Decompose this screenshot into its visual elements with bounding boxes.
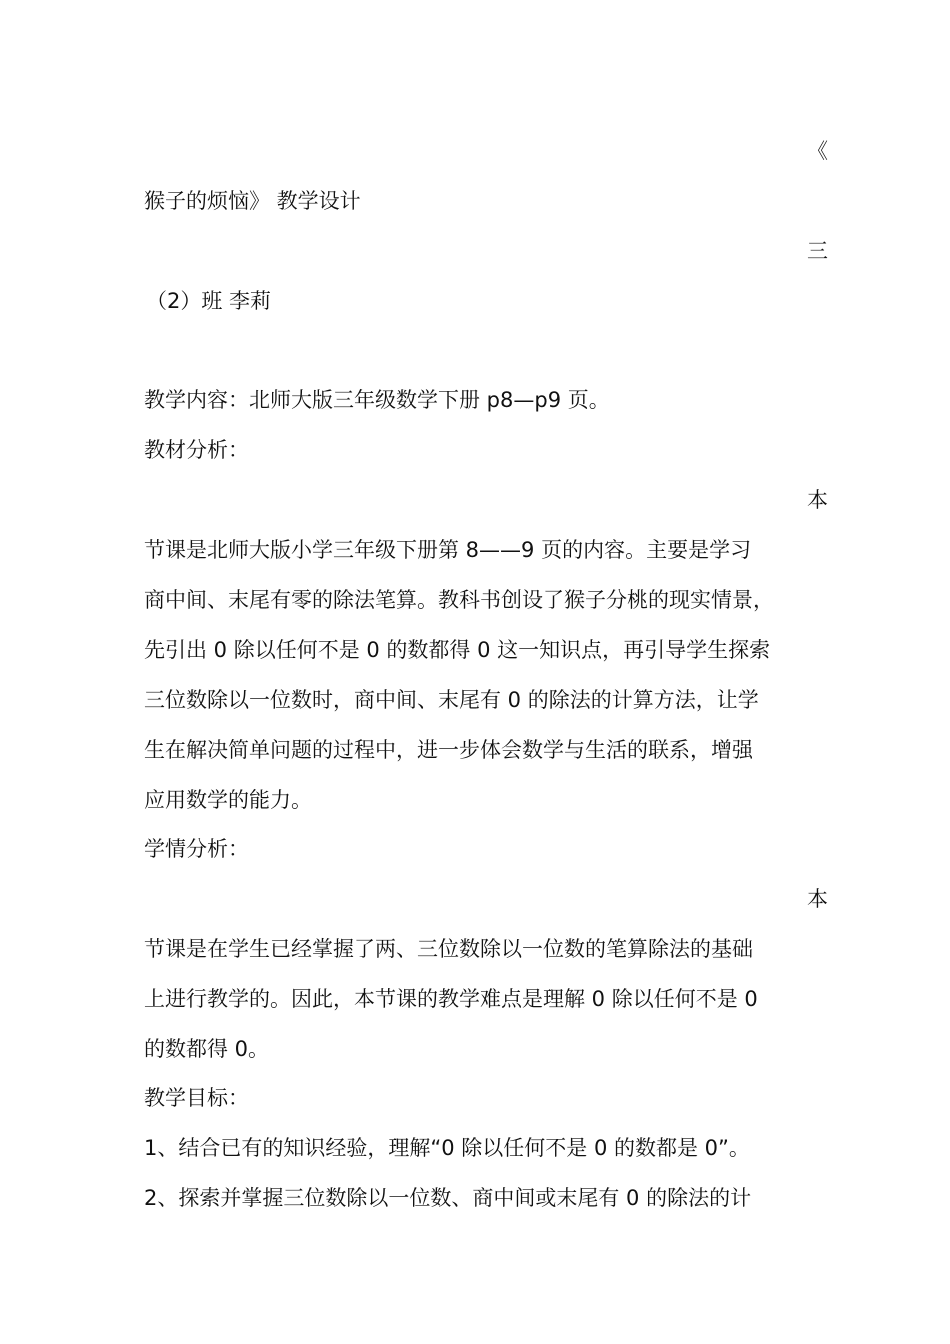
paragraph-line: 应用数学的能力。 — [144, 788, 312, 812]
goal-item: 2、探索并掌握三位数除以一位数、商中间或末尾有 0 的除法的计 — [144, 1186, 752, 1210]
paragraph-line: 的数都得 0。 — [144, 1037, 270, 1061]
paragraph-lead-char: 本 — [807, 887, 828, 911]
class-grade-char: 三 — [807, 239, 828, 263]
document-title: 猴子的烦恼》 教学设计 — [144, 189, 361, 213]
goal-item: 1、结合已有的知识经验，理解“0 除以任何不是 0 的数都是 0”。 — [144, 1136, 750, 1160]
section-heading-material-analysis: 教材分析： — [144, 438, 249, 462]
section-heading-student-analysis: 学情分析： — [144, 837, 249, 861]
paragraph-line: 节课是北师大版小学三年级下册第 8——9 页的内容。主要是学习 — [144, 538, 752, 562]
title-open-bracket: 《 — [807, 139, 828, 163]
class-teacher-line: （2）班 李莉 — [146, 289, 272, 313]
paragraph-line: 商中间、末尾有零的除法笔算。教科书创设了猴子分桃的现实情景， — [144, 588, 774, 612]
paragraph-line: 先引出 0 除以任何不是 0 的数都得 0 这一知识点，再引导学生探索 — [144, 638, 771, 662]
paragraph-line: 三位数除以一位数时，商中间、末尾有 0 的除法的计算方法，让学 — [144, 688, 759, 712]
section-heading-teaching-goals: 教学目标： — [144, 1086, 249, 1110]
paragraph-line: 节课是在学生已经掌握了两、三位数除以一位数的笔算除法的基础 — [144, 937, 753, 961]
teaching-content: 教学内容：北师大版三年级数学下册 p8—p9 页。 — [144, 388, 610, 412]
paragraph-line: 上进行教学的。因此，本节课的教学难点是理解 0 除以任何不是 0 — [144, 987, 758, 1011]
paragraph-lead-char: 本 — [807, 488, 828, 512]
paragraph-line: 生在解决简单问题的过程中，进一步体会数学与生活的联系，增强 — [144, 738, 753, 762]
